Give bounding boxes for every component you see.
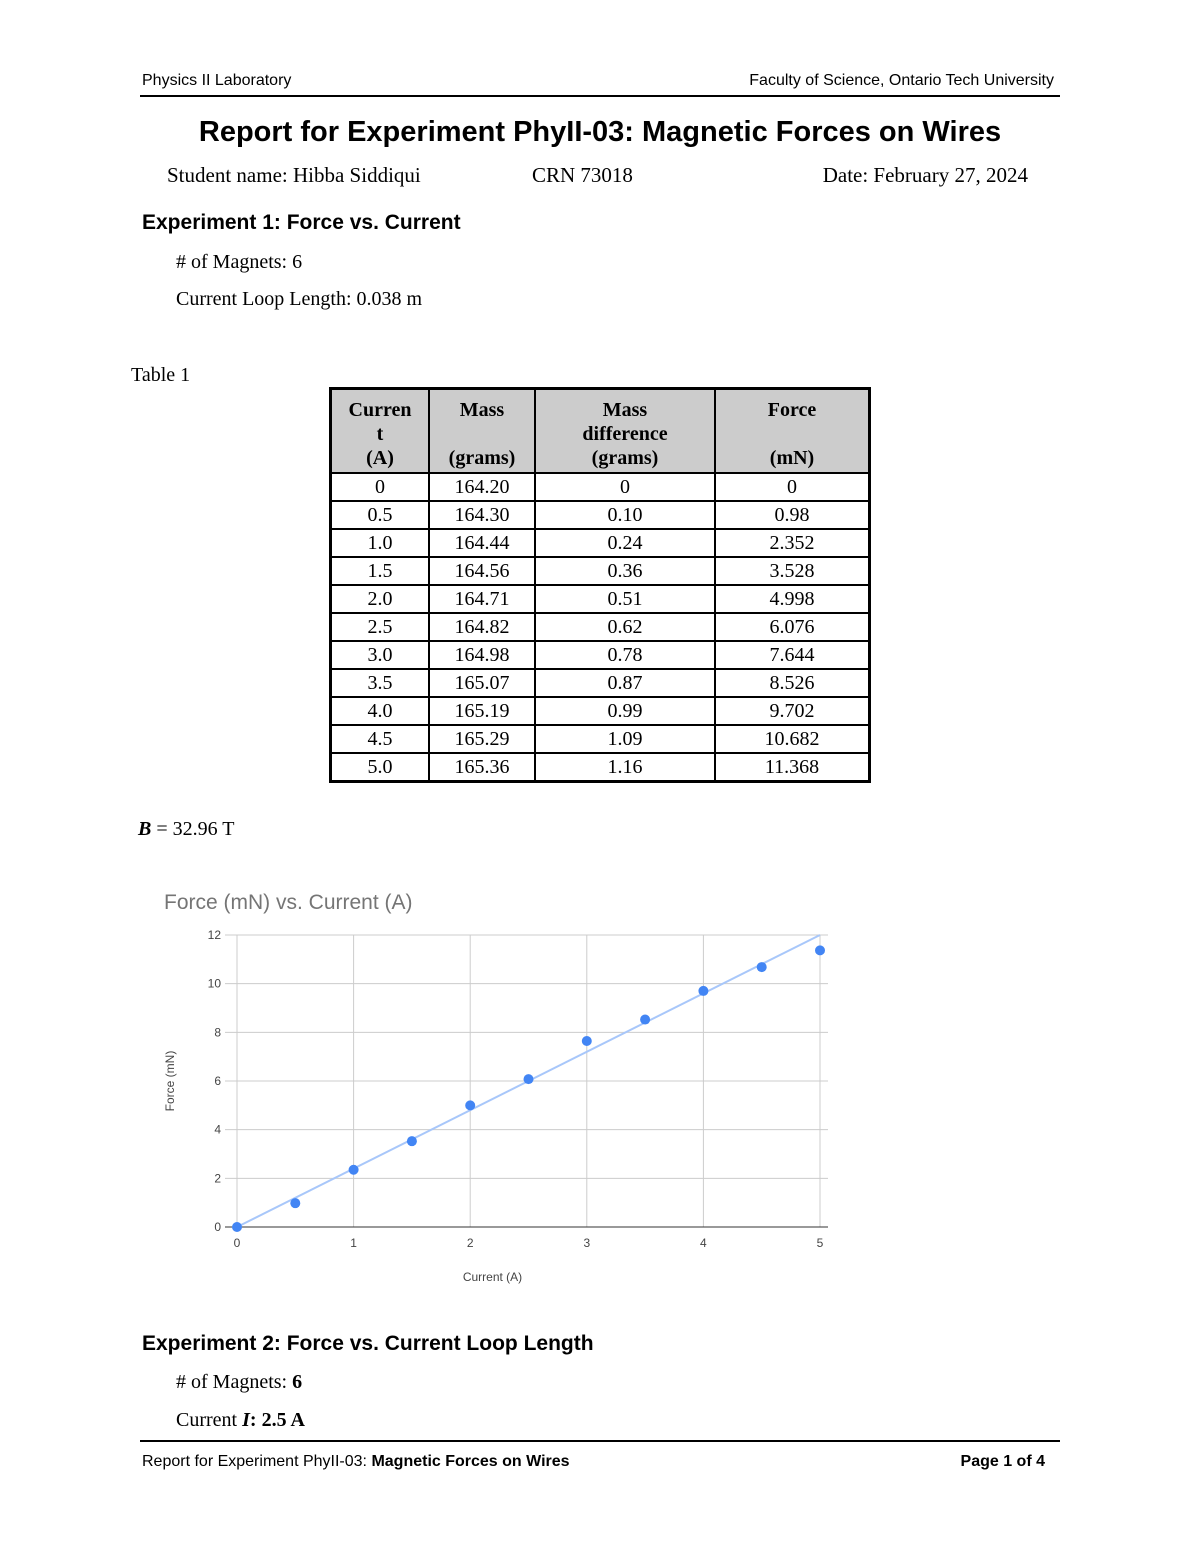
x-tick-label: 5 <box>816 1236 824 1250</box>
table-row <box>331 501 870 529</box>
table-body <box>331 473 870 782</box>
column-header-force: Force (mN) <box>715 389 870 474</box>
table-cell: 2.5 <box>331 613 430 641</box>
y-tick-label: 0 <box>214 1220 221 1234</box>
table-cell: 5.0 <box>331 753 430 782</box>
table-cell: 3.5 <box>331 669 430 697</box>
data-point <box>640 1015 650 1025</box>
table-row <box>331 725 870 753</box>
table-cell: 6.076 <box>715 613 870 641</box>
student-name: Student name: Hibba Siddiqui <box>167 163 421 187</box>
table-cell: 165.36 <box>429 753 535 782</box>
x-axis-label: Current (A) <box>462 1270 523 1284</box>
data-point <box>524 1074 534 1084</box>
table-row <box>331 557 870 585</box>
table-cell: 165.19 <box>429 697 535 725</box>
data-point <box>407 1136 417 1146</box>
table-cell: 1.5 <box>331 557 430 585</box>
table-cell: 4.5 <box>331 725 430 753</box>
y-axis-label: Force (mN) <box>163 1050 177 1112</box>
table-cell: 9.702 <box>715 697 870 725</box>
table-cell: 3.528 <box>715 557 870 585</box>
table-cell: 0.36 <box>535 557 715 585</box>
experiment2-magnets: # of Magnets: 6 <box>176 1371 303 1393</box>
x-tick-label: 2 <box>466 1236 474 1250</box>
table-row <box>331 753 870 782</box>
data-table <box>329 387 871 783</box>
experiment1-heading: Experiment 1: Force vs. Current <box>142 211 461 234</box>
experiment1-loop-length: Current Loop Length: 0.038 m <box>176 288 423 310</box>
column-header-mass: Mass (grams) <box>429 389 535 474</box>
table-cell: 11.368 <box>715 753 870 782</box>
x-tick-label: 1 <box>350 1236 357 1250</box>
force-vs-current-chart <box>150 875 850 1295</box>
table-cell: 0.87 <box>535 669 715 697</box>
page-number: Page 1 of 4 <box>960 1453 1045 1470</box>
header-course: Physics II Laboratory <box>142 72 292 89</box>
data-point <box>582 1036 592 1046</box>
table-cell: 0 <box>715 473 870 501</box>
y-tick-label: 10 <box>207 976 221 991</box>
table-row <box>331 697 870 725</box>
table-cell: 0.78 <box>535 641 715 669</box>
table-cell: 10.682 <box>715 725 870 753</box>
table-row <box>331 473 870 501</box>
magnetic-field-result: B = 32.96 T <box>138 818 235 840</box>
table-cell: 164.20 <box>429 473 535 501</box>
y-tick-label: 2 <box>214 1171 221 1186</box>
table-row <box>331 529 870 557</box>
table-header-row <box>331 389 870 474</box>
data-point <box>465 1100 475 1110</box>
column-header-current: Curren t (A) <box>331 389 430 474</box>
header-faculty: Faculty of Science, Ontario Tech University <box>749 72 1054 89</box>
data-point <box>232 1222 242 1232</box>
table-cell: 0.5 <box>331 501 430 529</box>
table-row <box>331 613 870 641</box>
table-cell: 3.0 <box>331 641 430 669</box>
footer-divider <box>140 1440 1060 1442</box>
y-tick-label: 4 <box>214 1122 221 1137</box>
table-cell: 0.10 <box>535 501 715 529</box>
table-cell: 1.16 <box>535 753 715 782</box>
data-point <box>815 945 825 955</box>
table-cell: 164.56 <box>429 557 535 585</box>
table-cell: 0.99 <box>535 697 715 725</box>
table-cell: 2.352 <box>715 529 870 557</box>
table-row <box>331 669 870 697</box>
data-point <box>290 1198 300 1208</box>
table-cell: 164.98 <box>429 641 535 669</box>
x-tick-label: 4 <box>700 1236 707 1250</box>
table-cell: 0.51 <box>535 585 715 613</box>
report-title: Report for Experiment PhyII-03: Magnetic Forces on Wires <box>198 116 1002 148</box>
table-cell: 164.82 <box>429 613 535 641</box>
report-date: Date: February 27, 2024 <box>822 163 1028 187</box>
table-cell: 165.07 <box>429 669 535 697</box>
table-cell: 4.0 <box>331 697 430 725</box>
table-cell: 0.62 <box>535 613 715 641</box>
table-cell: 165.29 <box>429 725 535 753</box>
header-divider <box>140 95 1060 97</box>
table-cell: 0 <box>331 473 430 501</box>
experiment2-current: Current I: 2.5 A <box>176 1409 305 1431</box>
table-cell: 2.0 <box>331 585 430 613</box>
table-caption: Table 1 <box>131 364 191 386</box>
chart-title: Force (mN) vs. Current (A) <box>164 891 413 914</box>
data-point <box>698 986 708 996</box>
data-point <box>349 1165 359 1175</box>
footer-report-title: Report for Experiment PhyII-03: Magnetic Forces on Wires <box>142 1453 570 1470</box>
table-cell: 1.09 <box>535 725 715 753</box>
table-cell: 7.644 <box>715 641 870 669</box>
y-tick-label: 12 <box>207 928 221 942</box>
table-cell: 0 <box>535 473 715 501</box>
experiment1-magnets: # of Magnets: 6 <box>176 251 303 273</box>
table-cell: 0.98 <box>715 501 870 529</box>
table-cell: 1.0 <box>331 529 430 557</box>
crn-number: CRN 73018 <box>532 163 633 187</box>
table-row <box>331 641 870 669</box>
data-point <box>757 962 767 972</box>
table-cell: 4.998 <box>715 585 870 613</box>
table-cell: 164.71 <box>429 585 535 613</box>
table-cell: 0.24 <box>535 529 715 557</box>
x-tick-label: 3 <box>583 1236 591 1250</box>
y-tick-label: 8 <box>214 1025 221 1040</box>
table-row <box>331 585 870 613</box>
table-cell: 164.44 <box>429 529 535 557</box>
experiment2-heading: Experiment 2: Force vs. Current Loop Length <box>142 1332 594 1355</box>
y-tick-label: 6 <box>214 1074 221 1088</box>
table-cell: 8.526 <box>715 669 870 697</box>
table-cell: 164.30 <box>429 501 535 529</box>
column-header-mass-difference: Mass difference (grams) <box>535 389 715 474</box>
x-tick-label: 0 <box>233 1236 241 1250</box>
